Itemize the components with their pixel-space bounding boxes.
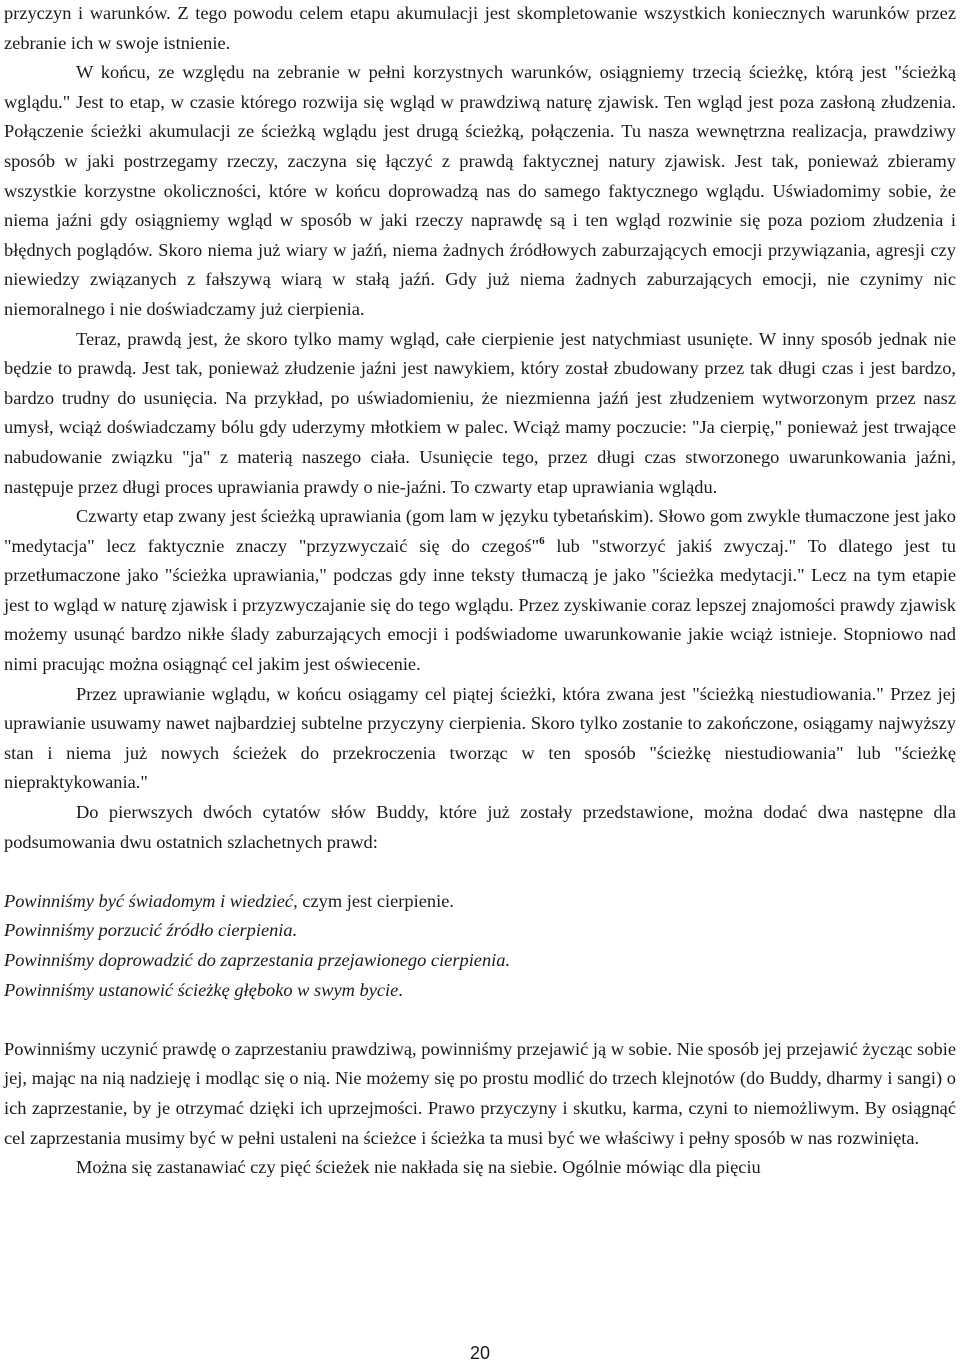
page-number: 20	[469, 1343, 491, 1363]
quote-4-plain: .	[398, 979, 403, 1000]
paragraph-4	[4, 502, 956, 680]
paragraph-1: przyczyn i warunków. Z tego powodu celem etapu akumulacji jest skompletowanie wszystkich koniecznych warunków przez zebranie ich w swoje istnienie.	[4, 3, 956, 53]
buddha-quotes	[4, 887, 956, 1005]
quote-3	[4, 946, 956, 976]
paragraph-8: Można się zastanawiać czy pięć ścieżek nie nakłada się na siebie. Ogólnie mówiąc dla pięciu	[76, 1157, 761, 1178]
quote-4-italic: Powinniśmy ustanowić ścieżkę głęboko w swym bycie	[4, 979, 399, 1000]
paragraph-3: Teraz, prawdą jest, że skoro tylko mamy wgląd, całe cierpienie jest natychmiast usunięte. W inny sposób jednak nie będzie to prawdą. Jest tak, ponieważ złudzenie jaźni jest nawykiem, który został zbudowany przez tak długi czas i jest bardzo, bardzo trudny do usunięcia. Na przykład, po uświadomieniu, że niezmienna jaźń jest złudzeniem wytworzonym przez nasz umysł, wciąż doświadczamy bólu gdy uderzymy młotkiem w palec. Wciąż mamy poczucie: "Ja cierpię," ponieważ jest trwające nabudowanie związku "ja" z materią naszego ciała. Usunięcie tego, przez długi czas stworzonego uwarunkowania jaźni, następuje przez długi proces uprawiania prawdy o nie-jaźni. To czwarty etap uprawiania wglądu.	[4, 328, 956, 497]
quote-3-italic: Powinniśmy doprowadzić do zaprzestania przejawionego cierpienia.	[4, 950, 511, 970]
quote-4	[4, 976, 956, 1006]
quote-1-plain: czym jest cierpienie.	[297, 890, 454, 911]
quote-2-italic: Powinniśmy porzucić źródło cierpienia.	[4, 920, 298, 941]
closing-section	[4, 1035, 956, 1183]
quote-1-italic: Powinniśmy być świadomym i wiedzieć,	[4, 890, 298, 911]
paragraph-5: Przez uprawianie wglądu, w końcu osiągamy cel piątej ścieżki, która zwana jest "ścieżką niestudiowania." Przez jej uprawianie usuwamy nawet najbardziej subtelne przyczyny cierpienia. Skoro tylko zostanie to zakończone, osiągamy najwyższy stan i niema już nowych ścieżek do przekroczenia tworząc w ten sposób "ścieżkę niestudiowania" lub "ścieżkę niepraktykowania."	[4, 683, 956, 793]
paragraph-4-text-after-note: lub "stworzyć jakiś zwyczaj." To dlatego jest tu przetłumaczone jako "ścieżka uprawiania," podczas gdy inne teksty tłumaczą je jako "ścieżka medytacji." Lecz na tym etapie jest to wgląd w naturę zjawisk i przyzwyczajanie się do tego wglądu. Przez zyskiwanie coraz lepszej znajomości prawdy zjawisk możemy usunąć bardzo nikłe ślady zaburzających emocji i podświadome uwarunkowanie jakie wciąż istnieje. Stopniowo nad nimi pracując można osiągnąć cel jakim jest oświecenie.	[4, 535, 956, 675]
paragraph-2: W końcu, ze względu na zebranie w pełni korzystnych warunków, osiągniemy trzecią ścieżkę, którą jest "ścieżką wglądu." Jest to etap, w czasie którego rozwija się wgląd w prawdziwą naturę zjawisk. Ten wgląd jest poza zasłoną złudzenia. Połączenie ścieżki akumulacji ze ścieżką wglądu jest drugą ścieżką, połączenia. Tu nasza wewnętrzna realizacja, prawdziwy sposób w jaki postrzegamy rzeczy, zaczyna się łączyć z prawdą faktycznej natury zjawisk. Jest tak, ponieważ zbieramy wszystkie korzystne okoliczności, które w końcu doprowadzą nas do samego faktycznego wglądu. Uświadomimy sobie, że niema jaźni gdy osiągniemy wgląd w sposób w jaki rzeczy naprawdę są i ten wgląd rozwinie się poza poziom złudzenia i błędnych poglądów. Skoro niema już wiary w jaźń, niema żadnych źródłowych zaburzających emocji przywiązania, agresji czy niewiedzy związanych z fałszywą wiarą w stałą jaźń. Gdy już niema żadnych zaburzających emocji, nie czynimy nic niemoralnego i nie doświadczamy już cierpienia.	[4, 62, 956, 319]
footnote-marker: 6	[539, 534, 545, 547]
paragraph-4-text-before-note: Czwarty etap zwany jest ścieżką uprawiania (gom lam w języku tybetańskim). Słowo gom zwykle tłumaczone jest jako "medytacja" lecz faktycznie znaczy "przyzwyczaić się do czegoś"	[4, 506, 956, 556]
quote-2	[4, 916, 956, 946]
paragraph-7: Powinniśmy uczynić prawdę o zaprzestaniu prawdziwą, powinniśmy przejawić ją w sobie. Nie sposób jej przejawić życząc sobie jej, mając na nią nadzieję i modląc się o nią. Nie możemy się po prostu modlić do trzech klejnotów (do Buddy, dharmy i sangi) o ich zaprzestanie, by je otrzymać dzięki ich uprzejmości. Prawo przyczyny i skutku, karma, czyni to niemożliwym. By osiągnąć cel zaprzestania musimy być w pełni ustaleni na ścieżce i ścieżka ta musi być we właściwy i pełny sposób w nas rozwinięta.	[4, 1038, 956, 1148]
paragraph-6: Do pierwszych dwóch cytatów słów Buddy, które już zostały przedstawione, można dodać dwa następne dla podsumowania dwu ostatnich szlachetnych prawd:	[4, 802, 956, 852]
document-page	[4, 0, 956, 1183]
quote-1	[4, 887, 956, 917]
